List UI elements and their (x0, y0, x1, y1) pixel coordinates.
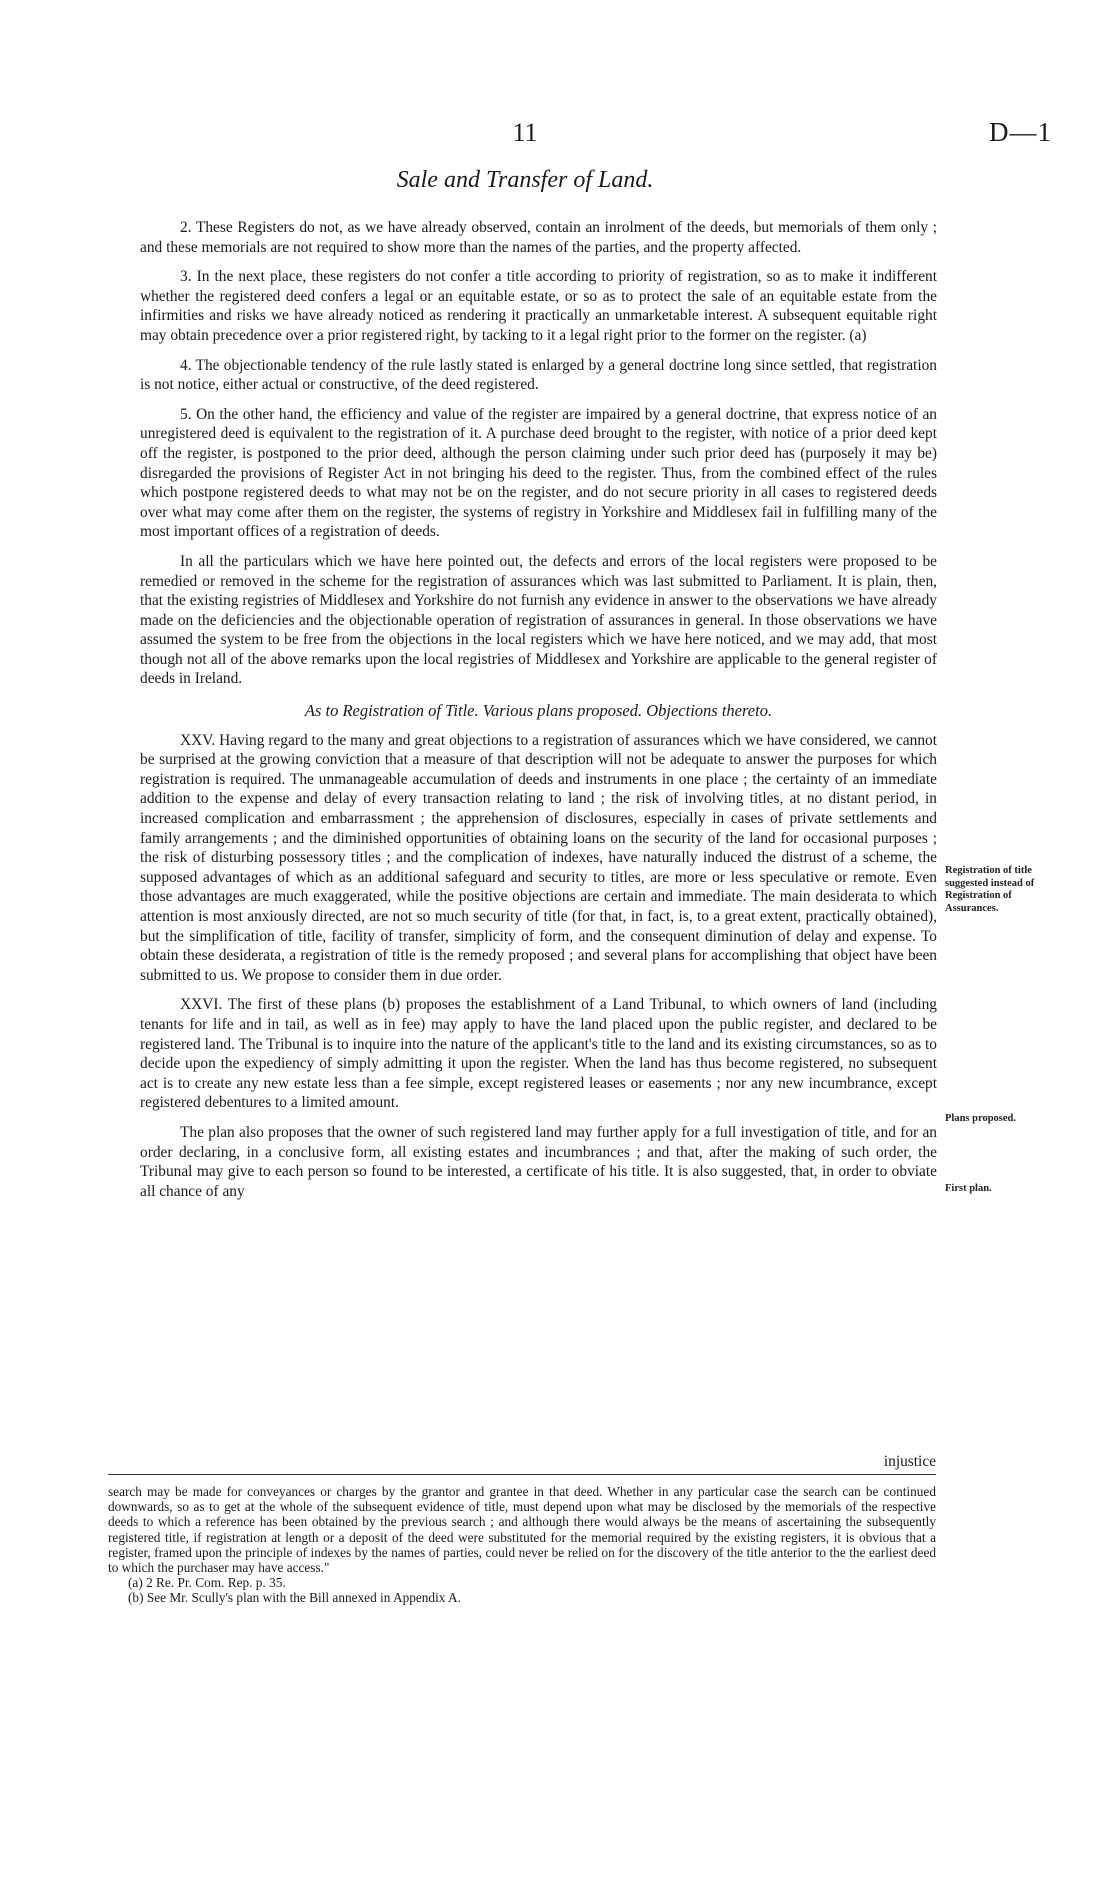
main-text (140, 218, 937, 1211)
section-code: D—1 (989, 117, 1052, 147)
paragraph-4: 4. The objectionable tendency of the rule lastly stated is enlarged by a general doctrine long since settled, that registration is not notice, either actual or constructive, of the deed registered. (140, 356, 937, 394)
paragraph-xxv: XXV. Having regard to the many and great objections to a registration of assurances which we have considered, we cannot be surprised at the growing conviction that a measure of that description will not be adequate to answer the purposes for which registration is required. The unmanageable accumulation of deeds and instruments in one place ; the certainty of an immediate addition to the expense and delay of every transaction relating to land ; the risk of involving titles, at no distant period, in increased complication and embarrassment ; the apprehension of disclosures, especially in cases of private settlements and family arrangements ; and the diminished opportunities of obtaining loans on the security of the land for occasional purposes ; the risk of disturbing possessory titles ; and the complication of indexes, have naturally induced the distrust of a scheme, the supposed advantages of which as an additional safeguard and security to titles, are more or less speculative or remote. Even those advantages are much exaggerated, while the positive objections are certain and immediate. The main desiderata to which attention is most anxiously directed, are not so much security of title (for that, in fact, is, to a great extent, practically obtained), but the simplification of title, facility of transfer, simplicity of form, and the consequent diminution of delay and expense. To obtain these desiderata, a registration of title is the remedy proposed ; and several plans for accomplishing that object have been submitted to us. We propose to consider them in due order. (140, 731, 937, 984)
paragraph-5: 5. On the other hand, the efficiency and value of the register are impaired by a general doctrine, that express notice of an unregistered deed is equivalent to the registration of it. A purchase deed brought to the register, with notice of a prior deed kept off the register, is postponed to the prior deed, although the person claiming under such prior deed has (purposely it may be) disregarded the provisions of Register Act in not bringing his deed to the register. Thus, from the combined effect of the rules which postpone registered deeds to what may not be on the register, and do not secure priority in all cases to registered deeds over what may come after them on the register, the systems of registry in Yorkshire and Middlesex fail in fulfilling many of the most important offices of a registration of deeds. (140, 405, 937, 541)
footnote-continuation: search may be made for conveyances or charges by the grantor and grantee in that deed. Whether in any particular case the search can be continued downwards, so as to get at the whole of the subsequent evidence of title, must depend upon what may be disclosed by the memorials of the respective deeds to which a reference has been obtained by the previous search ; and although there would always be the means of ascertaining the subsequently registered title, if registration at length or a deposit of the deed were substituted for the memorial required by the existing registers, it is obvious that a register, framed upon the principle of indexes by the names of parties, could never be relied on for the discovery of the title anterior to the the earliest deed to which the purchaser may have access." (108, 1484, 936, 1576)
paragraph-plan-also: The plan also proposes that the owner of such registered land may further apply for a full investigation of title, and for an order declaring, in a conclusive form, all existing estates and incumbrances ; and that, after the making of such order, the Tribunal may give to each person so found to be interested, a certificate of his title. It is also suggested, that, in order to obviate all chance of any (140, 1123, 937, 1200)
subheading: As to Registration of Title. Various plans proposed. Objections thereto. (304, 701, 773, 721)
page-title: Sale and Transfer of Land. (396, 167, 654, 193)
footnote-divider (108, 1474, 936, 1475)
page-number: 11 (512, 118, 538, 147)
footnote-b: (b) See Mr. Scully's plan with the Bill annexed in Appendix A. (128, 1590, 461, 1606)
catchword: injustice (883, 1453, 936, 1470)
sidenote-registration-of-title: Registration of title suggested instead of Registration of Assurances. (945, 865, 1035, 914)
footnote-a: (a) 2 Re. Pr. Com. Rep. p. 35. (128, 1575, 286, 1591)
paragraph-3: 3. In the next place, these registers do not confer a title according to priority of registration, so as to make it indifferent whether the registered deed confers a legal or an equitable estate, or so as to protect the sale of an equitable estate from the infirmities and risks we have already noticed as rendering it practically an unmarketable interest. A subsequent equitable right may obtain precedence over a prior registered right, by tacking to it a legal right prior to the former on the register. (a) (140, 268, 937, 344)
paragraph-particulars: In all the particulars which we have here pointed out, the defects and errors of the local registers were proposed to be remedied or removed in the scheme for the registration of assurances which was last submitted to Parliament. It is plain, then, that the existing registries of Middlesex and Yorkshire do not furnish any evidence in answer to the observations we have already made on the deficiencies and the objectionable operation of registration of assurances in general. In those observations we have assumed the system to be free from the objections in the local registers which we have here noticed, and we may add, that most though not all of the above remarks upon the local registries of Middlesex and Yorkshire are applicable to the general register of deeds in Ireland. (140, 552, 937, 688)
sidenote-first-plan: First plan. (945, 1183, 992, 1194)
footnotes (108, 1484, 936, 1606)
paragraph-2: 2. These Registers do not, as we have already observed, contain an inrolment of the deeds, but memorials of them only ; and these memorials are not required to show more than the names of the parties, and the property affected. (140, 219, 937, 256)
paragraph-xxvi: XXVI. The first of these plans (b) proposes the establishment of a Land Tribunal, to which owners of land (including tenants for life and in tail, as well as in fee) may apply to have the land placed upon the public register, and declared to be registered land. The Tribunal is to inquire into the nature of the applicant's title to the land and its existing circumstances, so as to decide upon the expediency of simply admitting it upon the register. When the land has thus become registered, no subsequent act is to create any new estate less than a fee simple, except registered leases or easements ; nor any new incumbrance, except registered debentures to a limited amount. (140, 996, 937, 1112)
sidenote-plans-proposed: Plans proposed. (945, 1113, 1016, 1124)
